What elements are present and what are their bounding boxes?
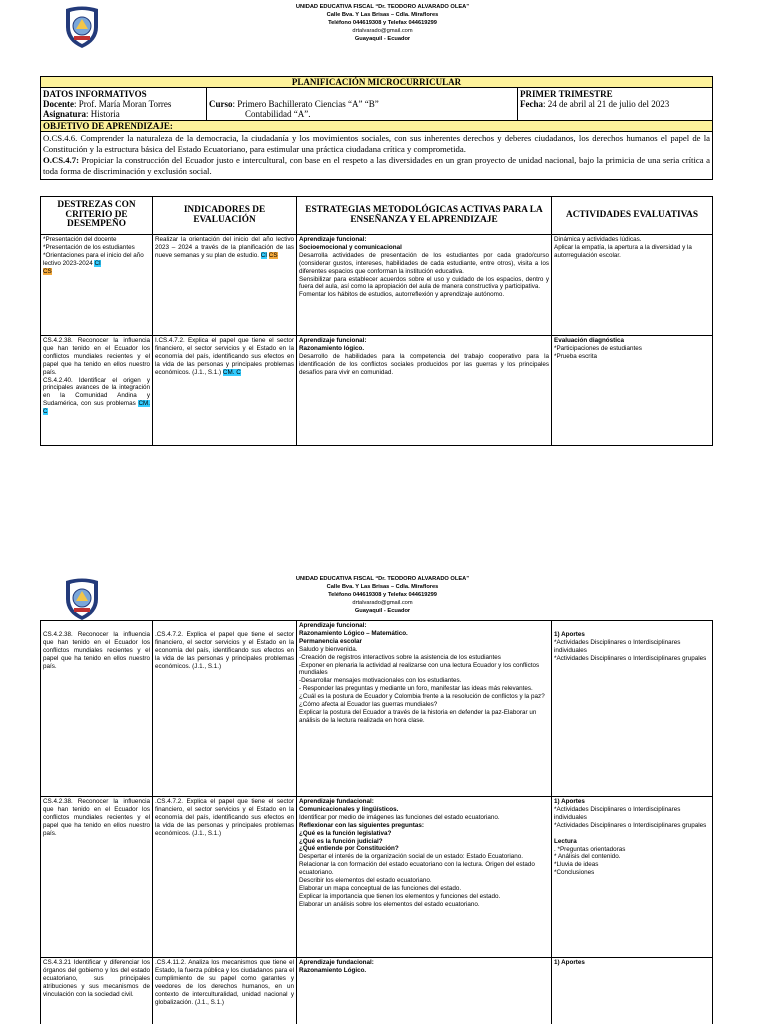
actividad-line: Aplicar la empatía, la apertura a la diversidad y la autorregulación escolar. [554,243,692,259]
destreza-line: *Presentación del docente [43,236,117,243]
page-1 [0,0,768,416]
plan-info-table [40,76,713,180]
docente-row [43,99,204,109]
actividades-cell [552,235,713,336]
col-header-destrezas: DESTREZAS CON CRITERIO DE DESEMPEÑO [41,197,153,235]
estrategia-line: - Responder las preguntas y mediante un foro, manifestar las ideas más relevantes. [299,685,533,693]
estrategia-title: Aprendizaje funcional: [299,622,367,629]
estrategia-subtitle: Razonamiento lógico. [299,344,365,352]
actividad-line: Dinámica y actividades lúdicas. [554,236,642,243]
col-header-indicadores: INDICADORES DE EVALUACIÓN [153,197,297,235]
objetivos-cell [41,132,713,180]
school-city: Guayaquil - Ecuador [354,607,411,614]
competency-tag: CM. C [222,368,241,376]
docente-label: Docente [43,99,74,109]
indicador-cell [153,336,297,446]
actividad-line: *Actividades Disciplinares o Interdisciplinares grupales [554,654,707,662]
table-row [41,336,713,446]
actividades-title: 1) Aportes [554,959,585,966]
fecha-value: : 24 de abril al 21 de julio del 2023 [543,99,670,109]
actividades-cell [552,797,713,958]
actividad-line: *Participaciones de estudiantes [554,344,642,352]
table-row [41,958,713,1024]
objetivo-label: OBJETIVO DE APRENDIZAJE: [41,121,713,132]
estrategia-cell [297,235,552,336]
table-row [41,235,713,336]
actividades-title: Evaluación diagnóstica [554,337,624,344]
actividad-line: *Actividades Disciplinares o Interdisciplinares individuales [554,638,681,654]
school-email: drtalvarado@gmail.com [352,599,413,606]
actividad-line: . *Preguntas orientadoras [554,845,626,853]
objetivo-1-code: O.CS.4.6. [43,133,78,143]
indicador-cell [153,235,297,336]
plan-title: PLANIFICACIÓN MICROCURRICULAR [41,77,713,88]
competency-tag: CI [94,259,101,267]
estrategia-line: Elaborar un análisis sobre los elementos del estado ecuatoriano. [299,900,480,908]
estrategia-line: Explicar la postura del Ecuador a través de la historia en defender la paz-Elaborar un análisis de la lectura realizada en hora clase. [299,708,537,724]
actividades-title: Lectura [554,837,577,845]
fecha-row [520,99,710,109]
actividades-title: 1) Aportes [554,798,585,805]
indicador-cell: .CS.4.7.2. Explica el papel que tiene el sector financiero, el sector servicios y el Estado en la economía del país, identificando sus efectos en la vida de las personas y principales problemas económicos. (J.1., S.1.) [153,797,297,958]
curso-value-2: Contabilidad “A”. [245,109,311,119]
school-info [250,4,515,44]
curso-label: Curso [209,99,233,109]
actividad-line: * Análisis del contenido. [554,853,621,861]
estrategia-cell [297,621,552,797]
competency-tag: CM. C [43,400,150,416]
destreza-line: *Presentación de los estudiantes [43,243,135,251]
school-phone: Teléfono 044619308 y Telefax 044619299 [328,19,437,26]
estrategia-question: ¿Qué es la función judicial? [299,837,383,845]
table-row [41,621,713,797]
estrategia-question: ¿Qué es la función legislativa? [299,829,392,837]
asignatura-label: Asignatura [43,109,87,119]
school-info [250,576,515,616]
school-crest-icon [62,577,102,621]
competency-tag: CI [260,251,268,259]
estrategia-subtitle: Razonamiento Lógico. [299,966,367,974]
destreza-cell: CS.4.3.21 Identificar y diferenciar los órganos del gobierno y los del estado ecuatoriano, sus principales atribuciones y sus mecanismos de vinculación con la sociedad civil. [41,958,153,1024]
objetivo-2-code: O.CS.4.7: [43,155,79,165]
actividad-line: *Actividades Disciplinares o Interdisciplinares individuales [554,805,681,821]
school-name: UNIDAD EDUCATIVA FISCAL “Dr. TEODORO ALVARADO OLEA” [295,4,470,10]
curso-row [209,99,515,109]
school-email: drtalvarado@gmail.com [352,27,413,34]
planning-table-page-2 [40,620,713,1024]
estrategia-line: Fomentar los hábitos de estudios, autorreflexión y aprendizaje autónomo. [299,291,505,299]
datos-cell [41,88,207,121]
estrategia-line: -Desarrollar mensajes motivacionales con los estudiantes. [299,677,462,685]
estrategia-title: Aprendizaje fundacional: [299,798,374,805]
estrategia-line: Desarrolla actividades de presentación de los estudiantes por cada grado/curso (considerar gustos, intereses, habilidades de cada estudiante, entre otros), visita a los diferentes espacios que conforman la institución educativa. [299,251,549,275]
destreza-cell: CS.4.2.38. Reconocer la influencia que han tenido en el Ecuador los conflictos mundiales recientes y el papel que ha tenido en ellos nuestro país. [41,621,153,797]
actividad-line: *Actividades Disciplinares o Interdisciplinares grupales [554,821,707,829]
objetivo-1 [43,133,710,155]
school-city: Guayaquil - Ecuador [354,35,411,42]
table-row [41,797,713,958]
estrategia-title: Aprendizaje fundacional: [299,959,374,966]
curso-value: : Primero Bachillerato Ciencias “A” “B” [232,99,379,109]
estrategia-subtitle: Razonamiento Lógico – Matemático. [299,629,408,637]
destreza-line: CS.4.2.38. Reconocer la influencia que han tenido en el Ecuador los conflictos mundiales recientes y el papel que ha tenido en ellos nuestro país. [43,337,150,376]
estrategia-title: Aprendizaje funcional: [299,236,367,243]
indicador-text: I.CS.4.7.2. Explica el papel que tiene el sector financiero, el sector servicios y el Estado en la economía del país, identificando sus efectos en la vida de las personas y principales problemas económicos. (J.1., S.1.) [155,337,294,376]
estrategia-line: ¿Cuál es la postura de Ecuador y Colombia frente a la resolución de conflictos y la paz? [299,693,545,701]
actividad-line: *Prueba escrita [554,352,598,360]
destreza-line: *Orientaciones para el inicio del año lectivo 2023-2024 [43,251,144,267]
estrategia-line: Describir los elementos del estado ecuatoriano. [299,877,432,885]
estrategia-subtitle: Socioemocional y comunicacional [299,243,402,251]
page-header [0,0,768,72]
datos-label: DATOS INFORMATIVOS [43,89,147,99]
school-address: Calle Bva. Y Las Brisas – Cdla. Miraflores [326,11,439,18]
col-header-actividades: ACTIVIDADES EVALUATIVAS [552,197,713,235]
estrategia-line: Saludo y bienvenida. [299,645,358,653]
destreza-cell [41,235,153,336]
estrategia-line: Desarrollo de habilidades para la competencia del trabajo cooperativo para la identificación de los conflictos sociales producidos por las guerras y los principales desafíos para vivir en comunidad. [299,352,549,376]
destreza-cell [41,336,153,446]
school-address: Calle Bva. Y Las Brisas – Cdla. Miraflores [326,583,439,590]
estrategia-line: Sensibilizar para establecer acuerdos sobre el uso y cuidado de los espacios, dentro y fuera del aula, así como la apropiación del aula de manera constructiva y participativa. [299,275,549,291]
destreza-cell: CS.4.2.38. Reconocer la influencia que han tenido en el Ecuador los conflictos mundiales recientes y el papel que ha tenido en ellos nuestro país. [41,797,153,958]
competency-tag: CS [268,251,278,259]
trimestre-label: PRIMER TRIMESTRE [520,89,613,99]
indicador-cell: .CS.4.7.2. Explica el papel que tiene el sector financiero, el sector servicios y el Estado en la economía del país, identificando sus efectos en la vida de las personas y principales problemas económicos. (J.1., S.1.) [153,621,297,797]
objetivo-2 [43,155,710,177]
page-2 [0,572,768,1006]
estrategia-line: Despertar el interés de la organización social de un estado: Estado Ecuatoriano. [299,853,524,861]
actividades-title: 1) Aportes [554,631,585,638]
school-phone: Teléfono 044619308 y Telefax 044619299 [328,591,437,598]
estrategia-subtitle: Permanencia escolar [299,637,363,645]
actividad-line: *Conclusiones [554,869,595,877]
indicador-cell: .CS.4.11.2. Analiza los mecanismos que tiene el Estado, la fuerza pública y los ciudadanos para el cumplimiento de su papel como garantes y veedores de los derechos humanos, en un contexto de interculturalidad, unidad nacional y globalización. (J.1., S.1.) [153,958,297,1024]
estrategia-line: Relacionar la con formación del estado ecuatoriano con la lectura. Origen del estado ecuatoriano. [299,861,535,877]
estrategia-line: -Exponer en plenaria la actividad al realizarse con una lectura Ecuador y los conflictos mundiales [299,661,540,677]
fecha-label: Fecha [520,99,543,109]
curso-cell [207,88,518,121]
actividades-cell [552,621,713,797]
asignatura-value: : Historia [86,109,120,119]
estrategia-line: Explicar la importancia que tienen los elementos y funciones del estado. [299,892,501,900]
trimestre-cell [518,88,713,121]
planning-table-page-1 [40,196,713,446]
asignatura-row [43,109,204,119]
estrategia-line: ¿Cómo afecta al Ecuador las guerras mundiales? [299,701,438,709]
objetivo-1-text: Comprender la naturaleza de la democracia, la ciudadanía y los movimientos sociales, con sus inherentes derechos y deberes ciudadanos, los derechos humanos el papel de la Constitución y la estructura básica del Estado Ecuatoriano, para estimular una práctica ciudadana crítica y comprometida. [43,133,711,154]
estrategia-line: Elaborar un mapa conceptual de las funciones del estado. [299,884,462,892]
estrategia-subtitle: Comunicacionales y lingüísticos. [299,805,399,813]
actividad-line: *Lluvia de ideas [554,861,599,869]
estrategia-cell [297,336,552,446]
estrategia-cell [297,797,552,958]
objetivo-2-text: Propiciar la construcción del Ecuador justo e intercultural, con base en el respeto a las diversidades en un gran proyecto de unidad nacional, bajo la primicia de una seria crítica a toda forma de discriminación y exclusión social. [43,155,711,176]
indicador-text: Realizar la orientación del inicio del año lectivo 2023 – 2024 a través de la planificación de las nueve semanas y su plan de estudio. [155,236,294,259]
estrategia-question: Reflexionar con las siguientes preguntas: [299,821,424,829]
school-crest-icon [62,5,102,49]
docente-value: : Prof. María Moran Torres [74,99,172,109]
estrategia-line: Identificar por medio de imágenes las funciones del estado ecuatoriano. [299,813,500,821]
school-name: UNIDAD EDUCATIVA FISCAL “Dr. TEODORO ALVARADO OLEA” [295,576,470,582]
estrategia-title: Aprendizaje funcional: [299,337,367,344]
estrategia-question: ¿Qué entiende por Constitución? [299,845,399,853]
destreza-line: CS.4.2.40. Identificar el origen y principales avances de la integración en la Comunidad Andina y Sudamérica, con sus problemas [43,376,150,408]
actividades-cell [552,336,713,446]
estrategia-cell [297,958,552,1024]
estrategia-line: -Creación de registros interactivos sobre la asistencia de los estudiantes [299,653,501,661]
competency-tag: CS [43,267,52,275]
col-header-estrategias: ESTRATEGIAS METODOLÓGICAS ACTIVAS PARA LA ENSEÑANZA Y EL APRENDIZAJE [297,197,552,235]
actividades-cell [552,958,713,1024]
